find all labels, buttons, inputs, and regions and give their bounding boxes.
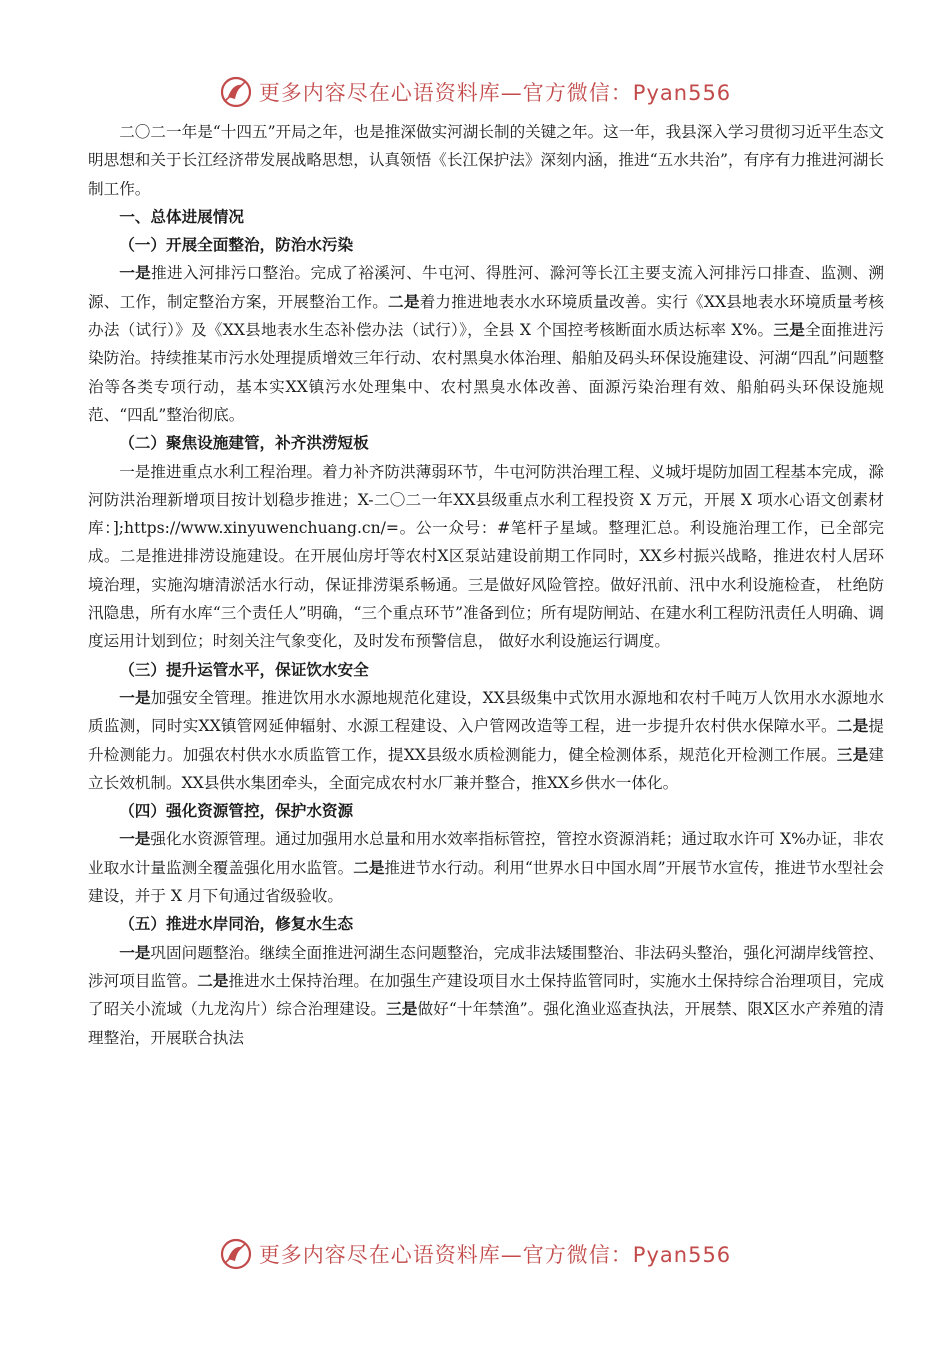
lead-marker: 一是 <box>119 263 152 283</box>
intro-paragraph: 二〇二一年是“十四五”开局之年，也是推深做实河湖长制的关键之年。这一年，我县深入学习贯彻习近平生态文明思想和关于长江经济带发展战略思想，认真领悟《长江保护法》深刻内涵，推进“五水共治”，有序有力推进河湖长制工作。 <box>88 123 884 198</box>
lead-marker: 一是 <box>119 829 151 849</box>
lead-marker: 二是 <box>353 857 385 877</box>
watermark-text: 更多内容尽在心语资料库—官方微信：Pyan556 <box>258 81 732 105</box>
paragraph-text: 强化水资源管理。通过加强用水总量和用水效率指标管控，管控水资源消耗；通过取水许可 X%办证，非农业取水计量监测全覆盖强化用水监管。 <box>88 830 884 877</box>
paragraph-s2: 一是推进重点水利工程治理。着力补齐防洪薄弱环节，牛屯河防洪治理工程、义城圩堤防加固工程基本完成，滁河防洪治理新增项目按计划稳步推进；X-二〇二一年XX县级重点水利工程投资 X 万元，开展 X 项水心语文创素材库：];https://www.xinyuwenchuang.cn/=。公一众号：#笔杆子星域。整理汇总。利设施治理工作，已全部完成。二是推进排涝设施建设。在开展仙房圩等农村X区泵站建设前期工作同时，XX乡村振兴战略，推进农村人居环境治理，实施沟塘清淤活水行动，保证排涝渠系畅通。三是做好风险管控。做好汛前、汛中水利设施检查， 杜绝防汛隐患，所有水库“三个责任人”明确，“三个重点环节”准备到位；所有堤防闸站、在建水利工程防汛责任人明确、调度运用计划到位；时刻关注气象变化，及时发布预警信息， 做好水利设施运行调度。 <box>88 462 884 651</box>
paragraph-s3 <box>88 684 884 797</box>
subsection-heading-4: （四）强化资源管控，保护水资源 <box>119 801 354 821</box>
paragraph-s4 <box>88 825 884 910</box>
paragraph-text: 推进节水行动。利用“世界水日中国水周”开展节水宣传，推进节水型社会建设，并于 X 月下旬通过省级验收。 <box>88 858 884 906</box>
subsection-heading-2: （二）聚焦设施建管，补齐洪涝短板 <box>119 433 369 453</box>
lead-marker: 二是 <box>836 716 869 736</box>
subsection-heading-5: （五）推进水岸同治，修复水生态 <box>119 914 354 934</box>
paragraph-text: 全面推进污染防治。持续推某市污水处理提质增效三年行动、农村黑臭水体治理、船舶及码头环保设施建设、河湖“四乱”问题整治等各类专项行动，基本实XX镇污水处理集中、农村黑臭水体改善、面源污染治理有效、船舶码头环保设施规范、“四乱”整治彻底。 <box>88 321 884 424</box>
paragraph-s5 <box>88 939 884 1052</box>
lead-marker: 二是 <box>197 970 229 990</box>
watermark-text: 更多内容尽在心语资料库—官方微信：Pyan556 <box>258 1243 732 1267</box>
paragraph-text: 做好“十年禁渔”。强化渔业巡查执法，开展禁、限X区水产养殖的清理整治，开展联合执法 <box>88 1000 884 1047</box>
lead-marker: 二是 <box>388 291 420 311</box>
paragraph-s1 <box>88 259 884 429</box>
logo-icon <box>219 1237 253 1271</box>
document-body <box>88 118 884 1052</box>
watermark-banner-bottom <box>0 1234 950 1274</box>
watermark-banner-top <box>0 72 950 112</box>
paragraph-text: 着力推进地表水水环境质量改善。实行《XX县地表水环境质量考核办法（试行）》及《XX县地表水生态补偿办法（试行）》，全县 X 个国控考核断面水质达标率 X%。 <box>88 292 884 340</box>
paragraph-text: 提升检测能力。加强农村供水水质监管工作，提XX县级水质检测能力，健全检测体系，规范化开检测工作展。 <box>88 717 884 764</box>
lead-marker: 一是 <box>119 942 151 962</box>
lead-marker: 三是 <box>773 320 806 340</box>
subsection-heading-1: （一）开展全面整治，防治水污染 <box>119 235 354 255</box>
paragraph-text: 推进水土保持治理。在加强生产建设项目水土保持监管同时，实施水土保持综合治理项目，完成了昭关小流域（九龙沟片）综合治理建设。 <box>88 971 884 1019</box>
section-heading: 一、总体进展情况 <box>119 206 244 226</box>
paragraph-text: 推进入河排污口整治。完成了裕溪河、牛屯河、得胜河、滁河等长江主要支流入河排污口排查、监测、溯源、工作，制定整治方案，开展整治工作。 <box>88 264 884 311</box>
logo-icon <box>219 75 253 109</box>
paragraph-text: 建立长效机制。XX县供水集团牵头，全面完成农村水厂兼并整合，推XX乡供水一体化。 <box>88 745 884 792</box>
lead-marker: 三是 <box>386 999 418 1019</box>
paragraph-text: 加强安全管理。推进饮用水水源地规范化建设，XX县级集中式饮用水源地和农村千吨万人饮用水水源地水质监测，同时实XX镇管网延伸辐射、水源工程建设、入户管网改造等工程，进一步提升农村供水保障水平。 <box>88 688 884 736</box>
paragraph-text: 巩固问题整治。继续全面推进河湖生态问题整治，完成非法矮围整治、非法码头整治，强化河湖岸线管控、涉河项目监管。 <box>88 943 884 990</box>
subsection-heading-3: （三）提升运管水平，保证饮水安全 <box>119 659 369 679</box>
lead-marker: 三是 <box>836 744 869 764</box>
lead-marker: 一是 <box>119 687 151 707</box>
